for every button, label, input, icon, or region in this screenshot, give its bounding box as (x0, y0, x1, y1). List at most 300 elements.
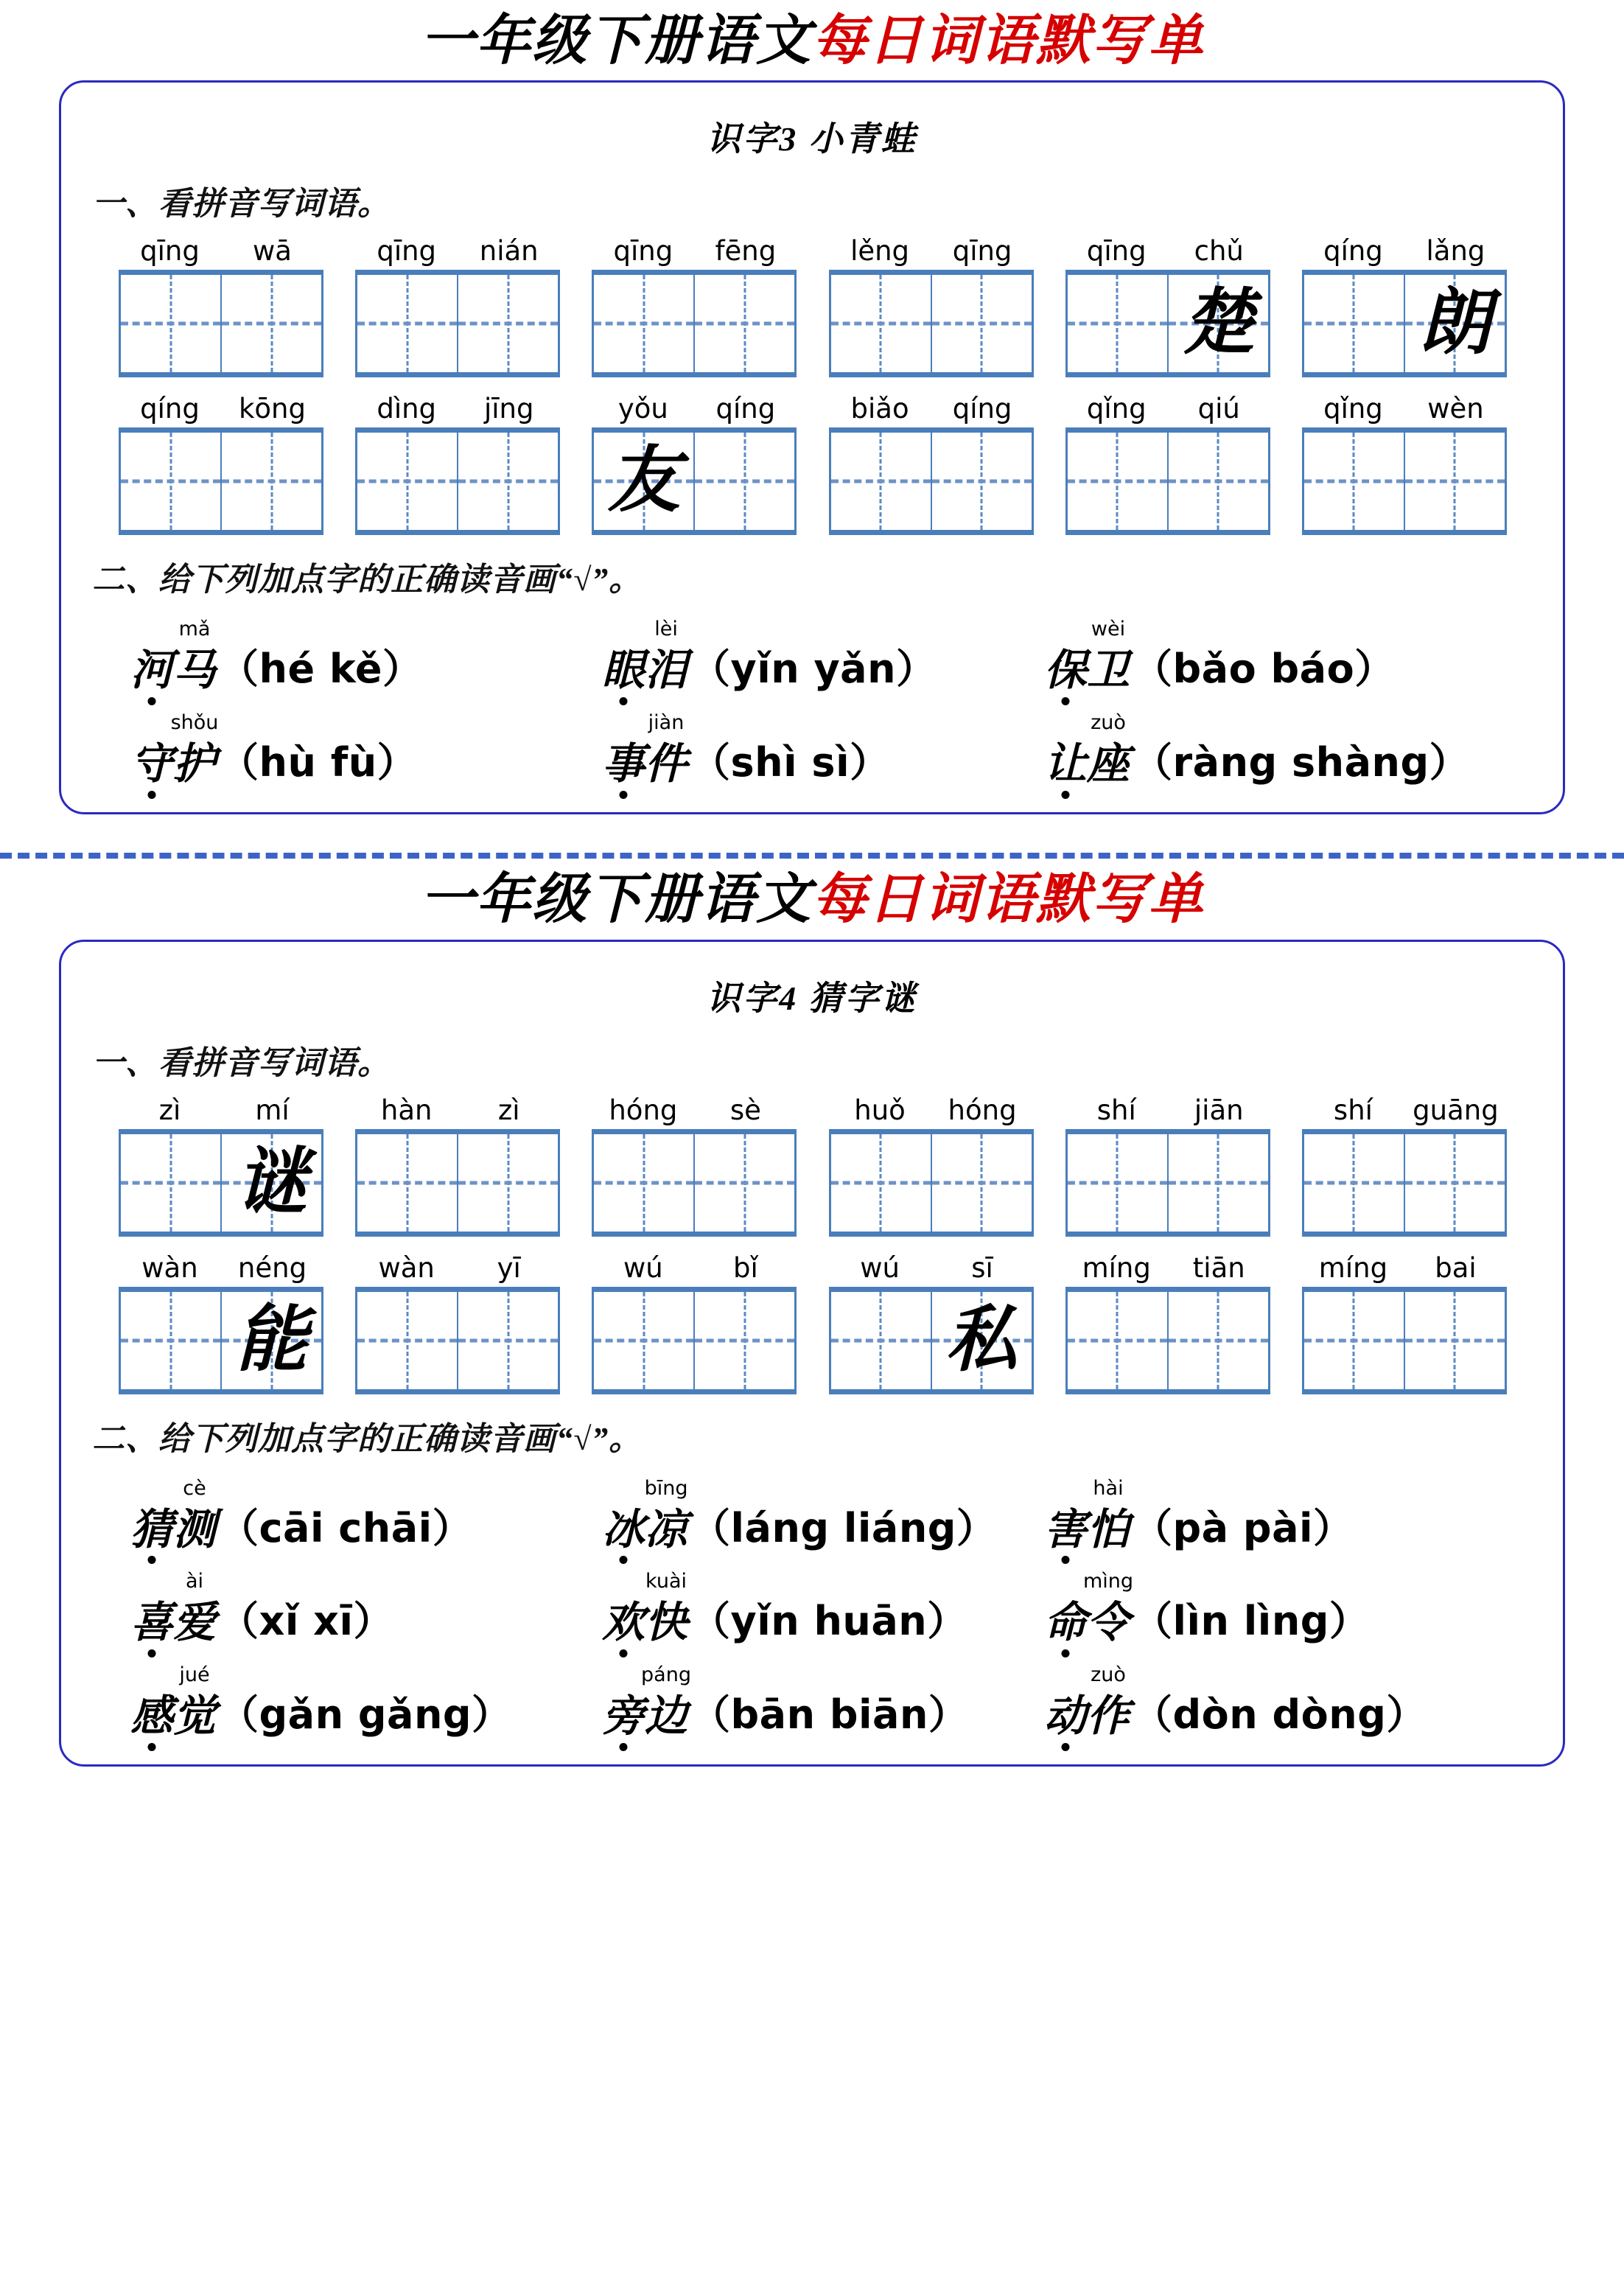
dotted-char (602, 1478, 645, 1553)
tianzige-cell[interactable] (695, 433, 794, 530)
tianzige-cell[interactable] (458, 433, 558, 530)
ruby-char-text: 泪 (645, 646, 688, 695)
word-entry (592, 1088, 797, 1237)
tianzige-cell[interactable] (121, 275, 222, 372)
tianzige-cell[interactable] (357, 433, 458, 530)
reading-options[interactable]: （shì sì） (690, 739, 890, 786)
dotted-char (602, 619, 645, 694)
pinyin-label (355, 1088, 560, 1129)
pinyin-syllable: huǒ (854, 1094, 906, 1126)
pinyin-syllable: míng (1318, 1251, 1388, 1284)
pinyin-syllable: zì (158, 1094, 181, 1126)
pinyin-syllable: hàn (380, 1094, 433, 1126)
dotted-char (130, 1478, 173, 1553)
worksheet-title-red: 每日词语默写单 (812, 870, 1204, 931)
ruby-pinyin: lèi (654, 618, 678, 641)
cut-line-separator (0, 853, 1624, 859)
tianzige-cell[interactable] (1068, 275, 1169, 372)
ruby-char (1087, 713, 1130, 787)
dotted-char-text: 动 (1044, 1692, 1088, 1741)
reading-options[interactable]: （xǐ xī） (219, 1598, 394, 1645)
tianzige-cell[interactable] (831, 1134, 932, 1232)
reading-choice-item[interactable] (1044, 713, 1516, 787)
pinyin-label (592, 1246, 797, 1287)
pinyin-syllable: chǔ (1194, 235, 1244, 268)
tianzige-box[interactable] (355, 1287, 560, 1394)
worksheet-title-black: 一年级下册语文 (420, 870, 812, 931)
reading-options[interactable]: （bān biān） (690, 1691, 969, 1739)
ruby-pinyin: hài (1093, 1476, 1124, 1500)
word-entry (1065, 1088, 1270, 1237)
reading-options[interactable]: （yǐn yǎn） (690, 646, 937, 693)
word-with-ruby (130, 1571, 216, 1646)
reading-choice-item[interactable] (130, 1665, 602, 1739)
word-with-ruby (1044, 1570, 1134, 1647)
reading-choice-item[interactable] (1044, 619, 1516, 694)
pinyin-label (355, 386, 560, 427)
tianzige-cell[interactable] (594, 1292, 695, 1389)
worksheet-title-red: 每日词语默写单 (812, 11, 1204, 71)
pinyin-label (119, 228, 323, 270)
tianzige-cell[interactable] (121, 1134, 222, 1232)
dotted-char (130, 713, 173, 787)
tianzige-box[interactable] (592, 1287, 797, 1394)
ruby-pinyin: cè (183, 1476, 206, 1500)
reading-choice-item[interactable] (602, 619, 1044, 694)
tianzige-cell[interactable] (222, 1292, 321, 1389)
tianzige-box[interactable] (1065, 1287, 1270, 1394)
pinyin-syllable: shí (1333, 1094, 1373, 1126)
tianzige-box[interactable] (1065, 270, 1270, 377)
pinyin-syllable: wú (860, 1251, 900, 1284)
reading-choice-item[interactable] (602, 713, 1044, 787)
word-with-ruby (602, 1478, 687, 1553)
word-entry (1302, 386, 1507, 535)
tianzige-cell[interactable] (1169, 275, 1268, 372)
reading-choice-item[interactable] (130, 713, 602, 787)
worksheet-2 (0, 859, 1624, 1767)
worksheet-title (0, 859, 1624, 939)
pinyin-syllable: bǐ (732, 1251, 758, 1284)
tianzige-cell[interactable] (121, 1292, 222, 1389)
ruby-char (1082, 1570, 1134, 1647)
ruby-char-text: 作 (1087, 1692, 1130, 1741)
pinyin-syllable: yī (497, 1251, 521, 1284)
pinyin-label (119, 1246, 323, 1287)
exercise2-heading: 二、给下列加点字的正确读音画“√”。 (92, 562, 643, 598)
ruby-pinyin: páng (641, 1663, 691, 1687)
word-entry (355, 228, 560, 377)
ruby-char-text: 令 (1087, 1599, 1130, 1647)
pinyin-label (1302, 1246, 1507, 1287)
dotted-char (130, 1571, 173, 1646)
tianzige-cell[interactable] (1304, 275, 1405, 372)
pinyin-syllable: qīng (140, 235, 200, 268)
ruby-char-text: 件 (645, 740, 688, 789)
reading-options[interactable]: （hù fù） (219, 739, 418, 786)
dotted-char-text: 保 (1044, 646, 1088, 695)
pinyin-label (829, 386, 1034, 427)
ruby-pinyin: jiàn (648, 711, 685, 735)
tianzige-cell[interactable] (695, 1134, 794, 1232)
hanzi-answer: 能 (235, 1300, 308, 1380)
tianzige-cell[interactable] (458, 275, 558, 372)
reading-choice-item[interactable] (602, 1665, 1044, 1739)
ruby-pinyin: wèi (1091, 618, 1126, 641)
ruby-char-text: 护 (173, 740, 217, 789)
worksheet-1 (0, 0, 1624, 814)
dotted-char (130, 619, 173, 694)
pinyin-label (1302, 1088, 1507, 1129)
worksheet-title (0, 0, 1624, 80)
pinyin-syllable: shí (1096, 1094, 1136, 1126)
pinyin-syllable: tiān (1192, 1251, 1245, 1284)
ruby-char (173, 1571, 216, 1646)
word-entry (1065, 386, 1270, 535)
pinyin-syllable: wèn (1427, 393, 1484, 425)
reading-options[interactable]: （gǎn gǎng） (219, 1691, 512, 1739)
reading-choice-item[interactable] (602, 1571, 1044, 1646)
reading-choice-item[interactable] (1044, 1478, 1516, 1553)
word-with-ruby (130, 1478, 216, 1553)
tianzige-cell[interactable] (831, 275, 932, 372)
pinyin-syllable: qíng (715, 393, 776, 425)
pinyin-syllable: sī (971, 1251, 993, 1284)
exercise2-row (86, 1478, 1538, 1553)
pinyin-syllable: nián (479, 235, 539, 268)
dotted-char-text: 河 (130, 646, 174, 695)
tianzige-box[interactable] (355, 427, 560, 535)
word-entry (119, 1246, 323, 1394)
tianzige-cell[interactable] (1304, 1134, 1405, 1232)
dotted-char-text: 旁 (602, 1692, 645, 1741)
tianzige-cell[interactable] (357, 275, 458, 372)
pinyin-syllable: jiān (1194, 1094, 1244, 1126)
tianzige-cell[interactable] (121, 433, 222, 530)
tianzige-cell[interactable] (1169, 1292, 1268, 1389)
pinyin-syllable: dìng (377, 393, 437, 425)
ruby-char (1087, 1665, 1130, 1739)
dotted-char-text: 让 (1044, 740, 1088, 789)
ruby-pinyin: mìng (1082, 1570, 1134, 1593)
reading-options[interactable]: （hé kě） (219, 646, 423, 693)
dotted-char (1044, 713, 1087, 787)
dotted-char-text: 守 (130, 740, 174, 789)
word-with-ruby (1044, 1478, 1130, 1553)
tianzige-cell[interactable] (1405, 275, 1505, 372)
reading-options[interactable]: （pà pài） (1133, 1504, 1354, 1551)
ruby-char-text: 爱 (173, 1599, 217, 1647)
dotted-char (602, 1665, 645, 1739)
reading-choice-item[interactable] (130, 1478, 602, 1553)
tianzige-box[interactable] (829, 1129, 1034, 1237)
ruby-char-text: 边 (645, 1692, 688, 1741)
tianzige-box[interactable] (592, 427, 797, 535)
tianzige-box[interactable] (829, 427, 1034, 535)
ruby-pinyin: zuò (1091, 1663, 1126, 1687)
word-entry (829, 1088, 1034, 1237)
tianzige-box[interactable] (355, 1129, 560, 1237)
word-entry (355, 1088, 560, 1237)
dotted-char (1044, 1478, 1087, 1553)
word-entry (119, 386, 323, 535)
pinyin-label (1302, 228, 1507, 270)
word-with-ruby (1044, 1665, 1130, 1739)
word-with-ruby (602, 1571, 687, 1646)
tianzige-box[interactable] (355, 270, 560, 377)
hanzi-answer: 私 (945, 1300, 1018, 1380)
tianzige-cell[interactable] (458, 1292, 558, 1389)
exercise2-row (86, 1571, 1538, 1646)
pinyin-label (119, 1088, 323, 1129)
pinyin-syllable: wā (253, 235, 292, 268)
tianzige-box[interactable] (829, 270, 1034, 377)
reading-options[interactable]: （láng liáng） (690, 1504, 997, 1551)
tianzige-cell[interactable] (695, 275, 794, 372)
dotted-char-text: 欢 (602, 1599, 645, 1647)
pinyin-syllable: wàn (378, 1251, 435, 1284)
word-entry (829, 228, 1034, 377)
tianzige-cell[interactable] (222, 1134, 321, 1232)
ruby-pinyin: kuài (645, 1570, 687, 1593)
tianzige-box[interactable] (1302, 1287, 1507, 1394)
ruby-char (1087, 1478, 1130, 1553)
ruby-char-text: 卫 (1087, 646, 1130, 695)
word-entry (592, 228, 797, 377)
tianzige-cell[interactable] (1405, 1134, 1505, 1232)
tianzige-box[interactable] (592, 270, 797, 377)
tianzige-cell[interactable] (1068, 1292, 1169, 1389)
ruby-char-text: 凉 (645, 1505, 688, 1554)
dotted-char-text: 命 (1044, 1599, 1088, 1647)
pinyin-syllable: fēng (715, 235, 777, 268)
pinyin-syllable: qíng (1323, 235, 1383, 268)
tianzige-cell[interactable] (1304, 433, 1405, 530)
word-with-ruby (130, 1665, 216, 1739)
tianzige-cell[interactable] (357, 1292, 458, 1389)
grid-row (86, 228, 1538, 377)
reading-choice-item[interactable] (130, 619, 602, 694)
pinyin-syllable: wàn (141, 1251, 198, 1284)
ruby-char-text: 觉 (173, 1692, 217, 1741)
pinyin-label (592, 386, 797, 427)
pinyin-label (829, 1246, 1034, 1287)
pinyin-syllable: qīng (377, 235, 437, 268)
tianzige-cell[interactable] (695, 1292, 794, 1389)
pinyin-label (1302, 386, 1507, 427)
grid-row (86, 386, 1538, 535)
ruby-char (173, 619, 216, 694)
tianzige-box[interactable] (829, 1287, 1034, 1394)
hanzi-answer: 朗 (1418, 284, 1491, 364)
tianzige-cell[interactable] (831, 433, 932, 530)
pinyin-label (592, 228, 797, 270)
reading-options[interactable]: （bǎo báo） (1133, 646, 1395, 693)
word-entry (1065, 228, 1270, 377)
exercise2-row (86, 619, 1538, 694)
grid-row (86, 1246, 1538, 1394)
dotted-char-text: 感 (130, 1692, 174, 1741)
dotted-char (130, 1665, 173, 1739)
hanzi-answer: 友 (607, 441, 680, 522)
ruby-pinyin: mǎ (178, 618, 211, 641)
word-entry (355, 1246, 560, 1394)
exercise1-heading: 一、看拼音写词语。 (92, 1044, 391, 1081)
tianzige-cell[interactable] (1068, 1134, 1169, 1232)
tianzige-cell[interactable] (1304, 1292, 1405, 1389)
tianzige-cell[interactable] (932, 275, 1032, 372)
pinyin-syllable: qiú (1197, 393, 1240, 425)
exercise2-row (86, 1665, 1538, 1739)
word-entry (829, 1246, 1034, 1394)
word-entry (1302, 228, 1507, 377)
tianzige-cell[interactable] (594, 1134, 695, 1232)
exercise2-heading: 二、给下列加点字的正确读音画“√”。 (92, 1420, 643, 1457)
tianzige-cell[interactable] (357, 1134, 458, 1232)
dotted-char-text: 冰 (602, 1505, 645, 1554)
word-entry (119, 1088, 323, 1237)
tianzige-cell[interactable] (1405, 433, 1505, 530)
ruby-char (645, 1478, 687, 1553)
pinyin-label (1065, 228, 1270, 270)
pinyin-label (829, 228, 1034, 270)
dotted-char (1044, 1665, 1087, 1739)
pinyin-syllable: bai (1435, 1251, 1477, 1284)
pinyin-syllable: qǐng (1086, 393, 1147, 425)
pinyin-label (355, 1246, 560, 1287)
worksheet-card (59, 940, 1565, 1767)
reading-options[interactable]: （cāi chāi） (219, 1504, 473, 1551)
pinyin-syllable: wú (623, 1251, 663, 1284)
pinyin-label (829, 1088, 1034, 1129)
dotted-char (602, 713, 645, 787)
ruby-char-text: 怕 (1087, 1505, 1130, 1554)
pinyin-label (355, 228, 560, 270)
word-entry (829, 386, 1034, 535)
word-with-ruby (602, 1663, 691, 1741)
tianzige-box[interactable] (119, 427, 323, 535)
pinyin-label (592, 1088, 797, 1129)
tianzige-cell[interactable] (222, 275, 321, 372)
ruby-char-text: 座 (1087, 740, 1130, 789)
ruby-char (645, 713, 687, 787)
tianzige-box[interactable] (1302, 270, 1507, 377)
ruby-pinyin: ài (185, 1570, 204, 1593)
ruby-pinyin: zuò (1091, 711, 1126, 735)
pinyin-syllable: qíng (140, 393, 200, 425)
pinyin-syllable: zì (497, 1094, 520, 1126)
tianzige-cell[interactable] (932, 1292, 1032, 1389)
tianzige-box[interactable] (1065, 1129, 1270, 1237)
tianzige-cell[interactable] (1169, 1134, 1268, 1232)
ruby-char (641, 1663, 691, 1741)
ruby-char (1087, 619, 1130, 694)
word-with-ruby (130, 619, 216, 694)
pinyin-syllable: biǎo (850, 393, 909, 425)
word-entry (1302, 1246, 1507, 1394)
tianzige-cell[interactable] (831, 1292, 932, 1389)
word-entry (1065, 1246, 1270, 1394)
tianzige-box[interactable] (1302, 427, 1507, 535)
pinyin-syllable: míng (1082, 1251, 1151, 1284)
tianzige-cell[interactable] (1068, 433, 1169, 530)
word-with-ruby (130, 711, 219, 789)
word-entry (1302, 1088, 1507, 1237)
pinyin-syllable: kōng (238, 393, 306, 425)
tianzige-box[interactable] (119, 270, 323, 377)
reading-options[interactable]: （lìn lìng） (1133, 1598, 1370, 1645)
pinyin-syllable: hóng (609, 1094, 678, 1126)
dotted-char (1044, 1571, 1087, 1646)
ruby-char-text: 马 (173, 646, 217, 695)
pinyin-syllable: jīng (483, 393, 534, 425)
pinyin-syllable: qíng (952, 393, 1012, 425)
reading-options[interactable]: （yǐn huān） (690, 1598, 967, 1645)
tianzige-box[interactable] (1065, 427, 1270, 535)
dotted-char-text: 眼 (602, 646, 645, 695)
word-with-ruby (602, 713, 687, 787)
tianzige-cell[interactable] (594, 433, 695, 530)
tianzige-cell[interactable] (458, 1134, 558, 1232)
tianzige-cell[interactable] (594, 275, 695, 372)
tianzige-cell[interactable] (222, 433, 321, 530)
ruby-pinyin: jué (179, 1663, 210, 1687)
exercise2-row (86, 713, 1538, 787)
reading-options[interactable]: （ràng shàng） (1133, 739, 1470, 786)
word-entry (592, 1246, 797, 1394)
reading-choice-item[interactable] (1044, 1665, 1516, 1739)
word-with-ruby (1044, 713, 1130, 787)
hanzi-answer: 楚 (1182, 284, 1255, 364)
dotted-char-text: 猜 (130, 1505, 174, 1554)
dotted-char-text: 事 (602, 740, 645, 789)
hanzi-answer: 谜 (235, 1142, 308, 1223)
reading-options[interactable]: （dòn dòng） (1133, 1691, 1427, 1739)
pinyin-label (1065, 386, 1270, 427)
tianzige-cell[interactable] (1169, 433, 1268, 530)
grid-row (86, 1088, 1538, 1237)
pinyin-syllable: lěng (850, 235, 910, 268)
worksheet-card (59, 80, 1565, 814)
ruby-char (173, 1478, 216, 1553)
word-with-ruby (602, 619, 687, 694)
ruby-char (645, 619, 687, 694)
exercise1-heading: 一、看拼音写词语。 (92, 186, 391, 223)
tianzige-cell[interactable] (932, 433, 1032, 530)
pinyin-syllable: mí (255, 1094, 290, 1126)
word-entry (592, 386, 797, 535)
reading-choice-item[interactable] (602, 1478, 1044, 1553)
ruby-char (170, 711, 219, 789)
tianzige-box[interactable] (119, 1287, 323, 1394)
dotted-char-text: 喜 (130, 1599, 174, 1647)
reading-choice-item[interactable] (1044, 1571, 1516, 1646)
pinyin-syllable: néng (237, 1251, 307, 1284)
ruby-char-text: 测 (173, 1505, 217, 1554)
worksheet-title-black: 一年级下册语文 (420, 11, 812, 71)
tianzige-cell[interactable] (932, 1134, 1032, 1232)
tianzige-box[interactable] (1302, 1129, 1507, 1237)
tianzige-box[interactable] (592, 1129, 797, 1237)
pinyin-label (1065, 1088, 1270, 1129)
ruby-pinyin: bīng (644, 1476, 688, 1500)
tianzige-box[interactable] (119, 1129, 323, 1237)
pinyin-syllable: guāng (1413, 1094, 1499, 1126)
pinyin-syllable: qīng (1086, 235, 1147, 268)
reading-choice-item[interactable] (130, 1571, 602, 1646)
spacer (0, 814, 1624, 834)
tianzige-cell[interactable] (1405, 1292, 1505, 1389)
